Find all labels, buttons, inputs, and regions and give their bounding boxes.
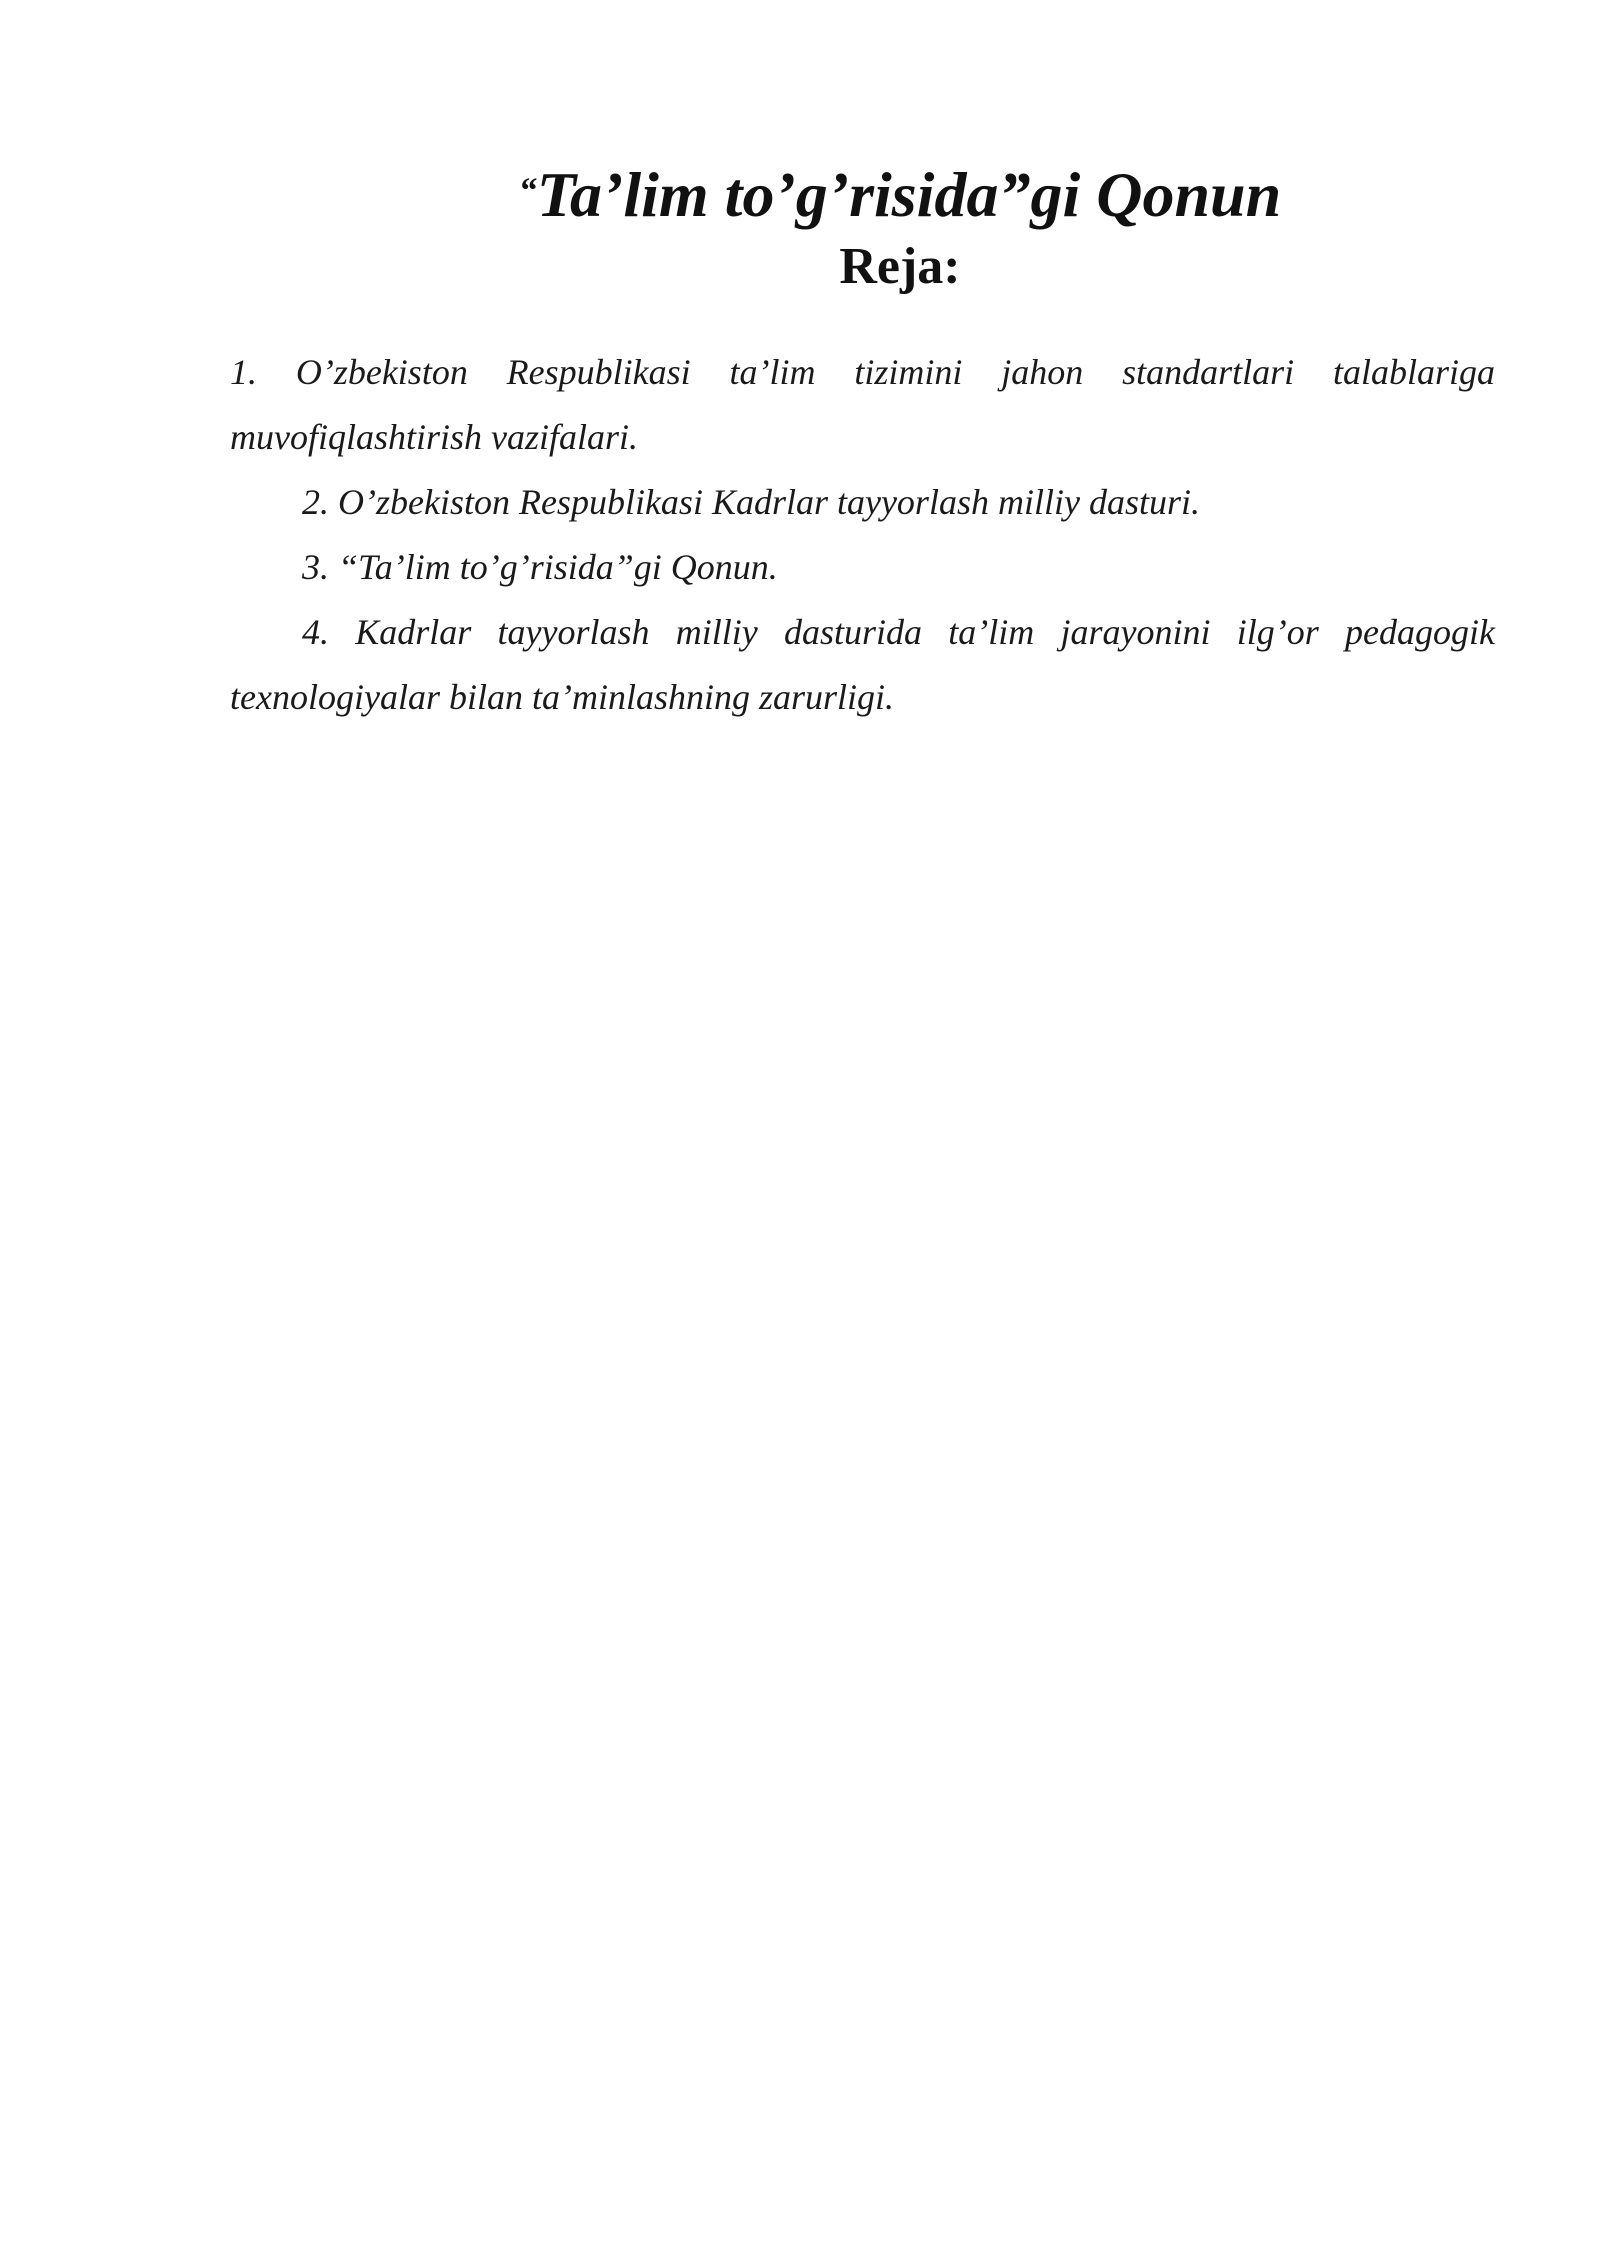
- plan-item-3: 3. “Ta’lim to’g’risida”gi Qonun.: [302, 547, 778, 587]
- title-open-quote: “: [518, 170, 537, 210]
- plan-item-1: 1. O’zbekiston Respublikasi ta’lim tizimini jahon standartlari talablariga muvofiqlashtirish vazifalari.: [230, 352, 1495, 457]
- plan-list: [230, 340, 1495, 730]
- title-text: Ta’lim to’g’risida”gi Qonun: [536, 159, 1282, 230]
- document-title: [230, 150, 1570, 235]
- plan-item-2: 2. O’zbekiston Respublikasi Kadrlar tayyorlash milliy dasturi.: [302, 482, 1200, 522]
- plan-item-4: 4. Kadrlar tayyorlash milliy dasturida ta’lim jarayonini ilg’or pedagogik texnologiyalar bilan ta’minlashning zarurligi.: [230, 612, 1495, 717]
- plan-heading: Reja:: [839, 238, 961, 295]
- title-block: [230, 150, 1570, 299]
